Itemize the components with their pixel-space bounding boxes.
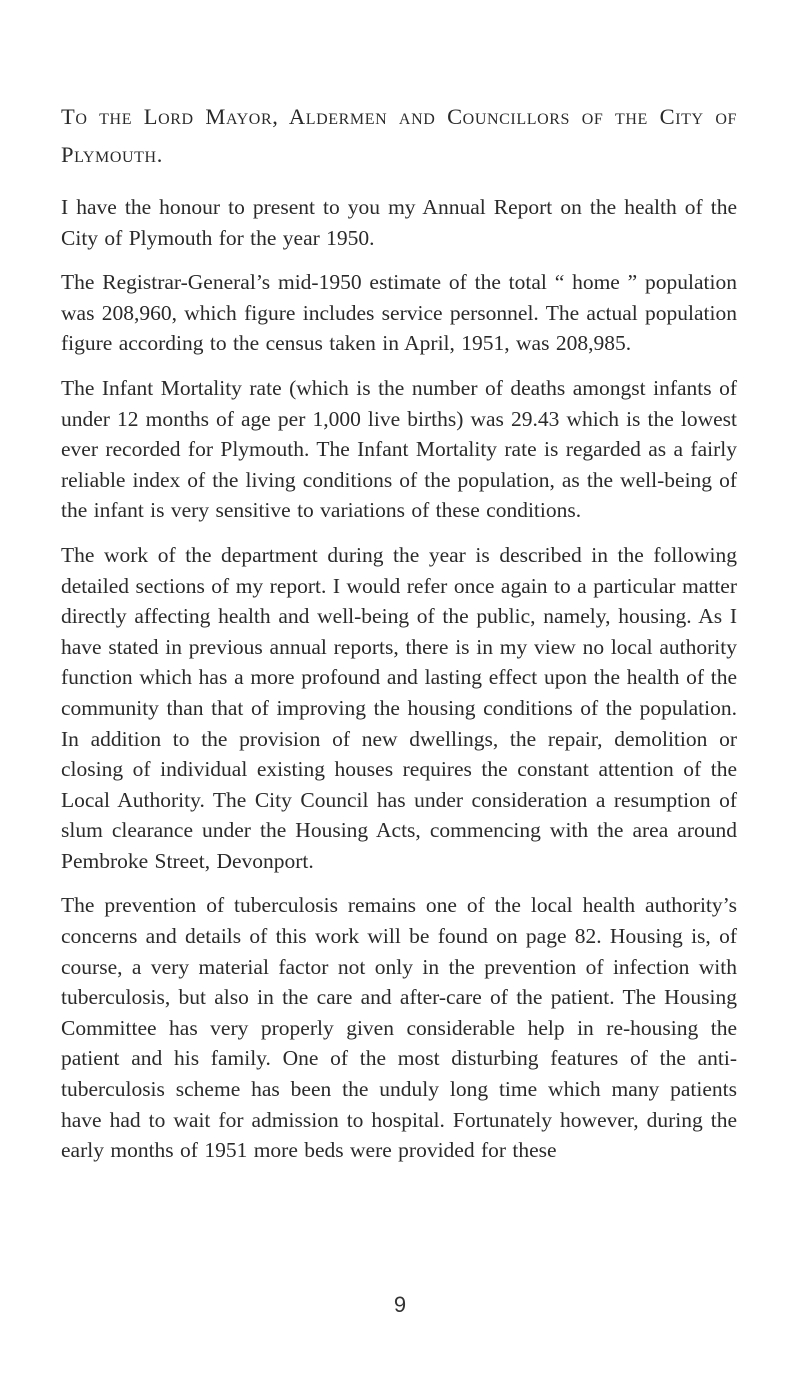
paragraph-introduction: I have the honour to present to you my Annual Report on the health of the City of Plymouth for the year 1950. — [61, 195, 737, 250]
page-number: 9 — [393, 1292, 407, 1317]
paragraph-housing: The work of the department during the year is described in the following detailed sections of my report. I would refer once again to a particular matter directly affecting health and well-being of the public, namely, housing. As I have stated in previous annual reports, there is in my view no local authority function which has a more profound and lasting effect upon the health of the community than that of improving the housing conditions of the population. In addition to the provision of new dwellings, the repair, demolition or closing of individual existing houses requires the constant attention of the Local Authority. The City Council has under consideration a resumption of slum clearance under the Housing Acts, commencing with the area around Pembroke Street, Devonport. — [61, 542, 737, 873]
paragraph-tuberculosis: The prevention of tuberculosis remains one of the local health authority’s concerns and details of this work will be found on page 82. Housing is, of course, a very material factor not only in the prevention of infection with tuberculosis, but also in the care and after-care of the patient. The Housing Committee has very properly given considerable help in re-housing the patient and his family. One of the most disturbing features of the anti-tuberculosis scheme has been the unduly long time which many patients have had to wait for admission to hospital. Fortunately however, during the early months of 1951 more beds were provided for these — [61, 893, 737, 1163]
paragraph-infant-mortality: The Infant Mortality rate (which is the number of deaths amongst infants of under 12 months of age per 1,000 live births) was 29.43 which is the lowest ever recorded for Plymouth. The Infant Mortality rate is regarded as a fairly reliable index of the living conditions of the population, as the well-being of the infant is very sensitive to variations of these conditions. — [61, 375, 737, 523]
paragraph-population: The Registrar-General’s mid-1950 estimate of the total “ home ” population was 208,960, which figure includes service personnel. The actual population figure according to the census taken in April, 1951, was 208,985. — [61, 270, 737, 356]
report-page — [61, 98, 737, 1180]
address-heading: To the Lord Mayor, Aldermen and Councillors of the City of Plymouth. — [61, 104, 737, 167]
